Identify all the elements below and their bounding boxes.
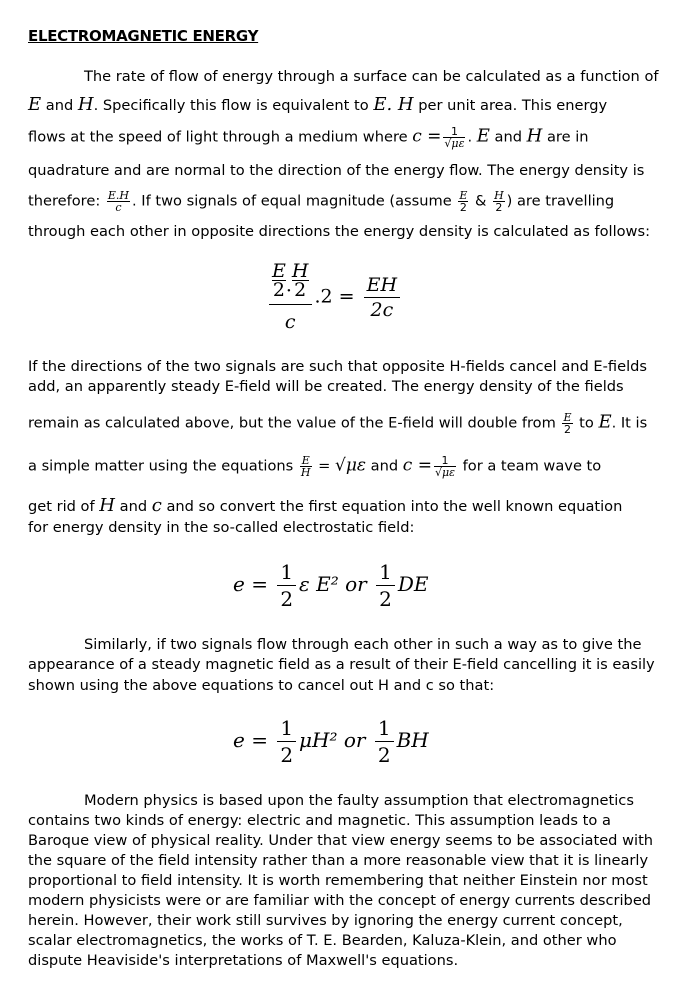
p1-line-5: therefore: $\frac{E.H}{c}$ . If two signals of equal magnitude (assume $\frac{E}{2}$ & $\frac{H}{2}$ ) are travelling bbox=[28, 189, 615, 214]
p4-line-4: the square of the field intensity rather than a more reasonable view that it is linearly bbox=[28, 852, 649, 869]
p1-line-1: The rate of flow of energy through a surface can be calculated as a function of bbox=[84, 68, 659, 85]
p2-line-6: for energy density in the so-called electrostatic field: bbox=[28, 519, 415, 536]
p4-line-7: herein. However, their work still survives by ignoring the energy current concept, bbox=[28, 912, 623, 929]
p4-line-8: scalar electromagnetics, the works of T. E. Bearden, Kaluza-Klein, and other who bbox=[28, 932, 617, 949]
p2-line-3: remain as calculated above, but the value of the E-field will double from $\frac{E}{2}$ to E. It is bbox=[28, 411, 648, 436]
e-half-fraction: $\frac{E}{2}$ bbox=[459, 189, 468, 214]
e-half-fraction-2: $\frac{E}{2}$ bbox=[563, 411, 572, 436]
p4-line-1: Modern physics is based upon the faulty assumption that electromagnetics bbox=[84, 792, 634, 809]
p2-line-5: get rid of H and c and so convert the first equation into the well known equation bbox=[28, 495, 623, 516]
e-over-h-fraction: $\frac{E}{H}$ bbox=[300, 454, 311, 479]
p2-line-2: add, an apparently steady E-field will be created. The energy density of the fields bbox=[28, 378, 624, 395]
p2-line-1: If the directions of the two signals are such that opposite H-fields cancel and E-fields bbox=[28, 358, 648, 375]
energy-density-fraction: $\frac{E.H}{c}$ bbox=[107, 189, 130, 214]
p1-line-2: E and H. Specifically this flow is equivalent to E. H per unit area. This energy bbox=[28, 94, 608, 115]
speed-of-light-fraction-2: $\frac{1}{√\mu\varepsilon}$ bbox=[434, 454, 455, 479]
p4-line-2: contains two kinds of energy: electric and magnetic. This assumption leads to a bbox=[28, 812, 611, 829]
p4-line-3: Baroque view of physical reality. Under that view energy seems to be associated with bbox=[28, 832, 654, 849]
h-half-fraction: $\frac{H}{2}$ bbox=[494, 189, 504, 214]
document-heading: ELECTROMAGNETIC ENERGY bbox=[28, 27, 259, 45]
p2-line-4: a simple matter using the equations $\frac{E}{H}$ = √με and c = $\frac{1}{√\mu\varepsilon}$ for a team wave to bbox=[28, 454, 602, 479]
p3-line-2: appearance of a steady magnetic field as a result of their E-field cancelling it is easily bbox=[28, 656, 655, 673]
equation-energy-density: $\frac{E}{2}$ · $\frac{H}{2}$ c .2 = $\frac{EH}{2c}$ bbox=[266, 262, 403, 333]
p1-line-6: through each other in opposite directions the energy density is calculated as follows: bbox=[28, 223, 651, 240]
p1-line-4: quadrature and are normal to the direction of the energy flow. The energy density is bbox=[28, 162, 645, 179]
p1-line-3: flows at the speed of light through a medium where c = $\frac{1}{√\mu\varepsilon}$ . E and H are in bbox=[28, 125, 589, 150]
p3-line-1: Similarly, if two signals flow through each other in such a way as to give the bbox=[84, 636, 642, 653]
speed-of-light-fraction: $\frac{1}{√\mu\varepsilon}$ bbox=[444, 125, 465, 150]
p4-line-5: proportional to field intensity. It is worth remembering that neither Einstein nor most bbox=[28, 872, 648, 889]
equation-magnetic: e = $\frac{1}{2}$ μH² or $\frac{1}{2}$ BH bbox=[233, 716, 429, 767]
p4-line-6: modern physicists were or are familiar with the concept of energy currents described bbox=[28, 892, 652, 909]
p3-line-3: shown using the above equations to cancel out H and c so that: bbox=[28, 677, 495, 694]
equation-electrostatic: e = $\frac{1}{2}$ ε E² or $\frac{1}{2}$ DE bbox=[233, 560, 429, 611]
p4-line-9: dispute Heaviside's interpretations of Maxwell's equations. bbox=[28, 952, 459, 969]
